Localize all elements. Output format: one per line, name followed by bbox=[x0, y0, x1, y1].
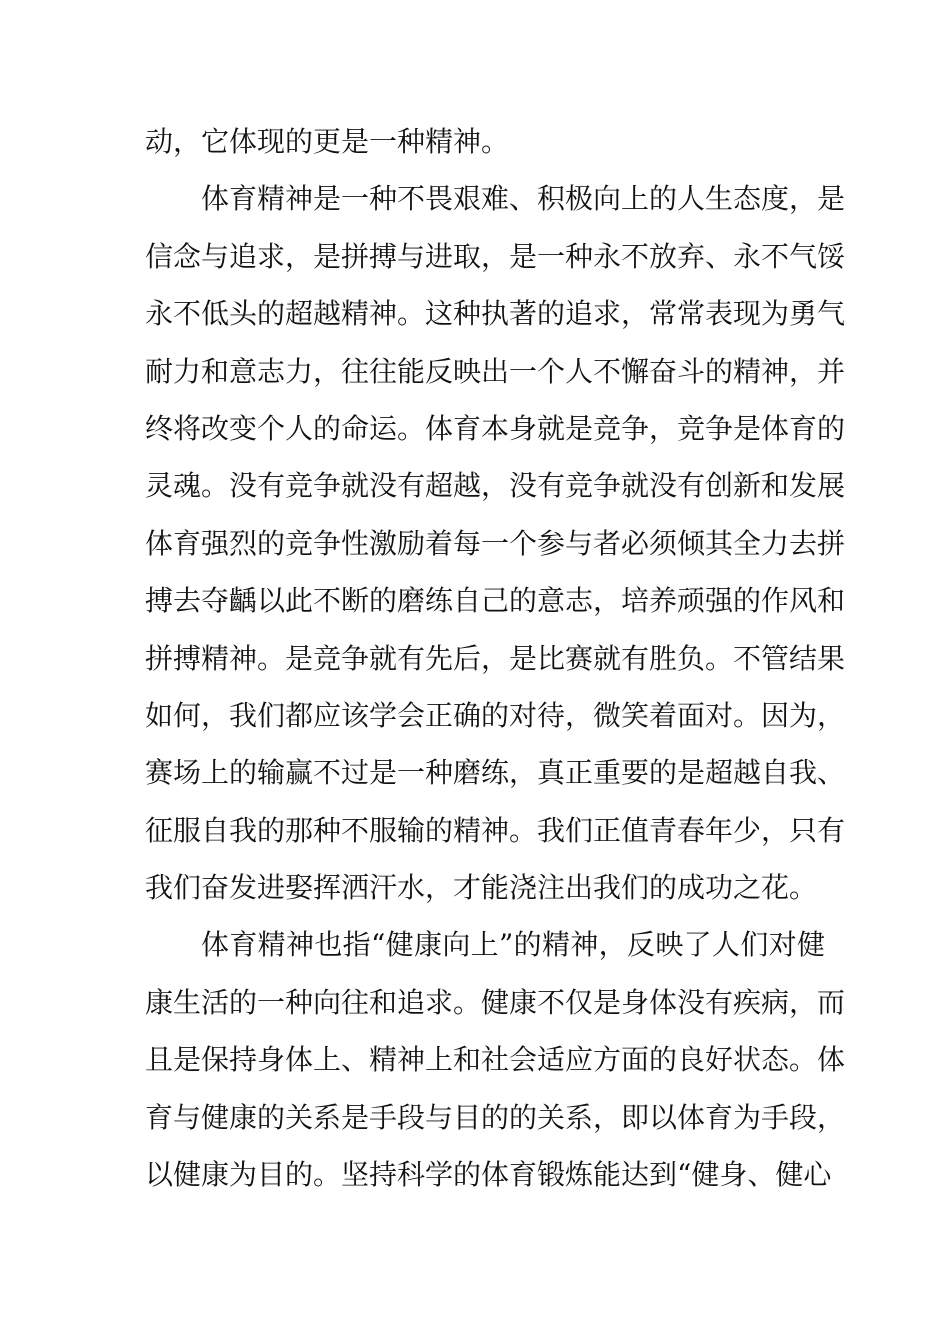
text-line: 动，它体现的更是一种精神。 bbox=[145, 125, 510, 158]
text-line: 征服自我的那种不服输的精神。我们正值青春年少，只有 bbox=[145, 813, 846, 847]
text-line: 终将改变个人的命运。体育本身就是竞争，竞争是体育的 bbox=[145, 411, 846, 445]
text-line: 永不低头的超越精神。这种执著的追求，常常表现为勇气 bbox=[145, 297, 846, 331]
text-line: 康生活的一种向往和追求。健康不仅是身体没有疾病，而 bbox=[145, 985, 846, 1019]
text-line: 拼搏精神。是竞争就有先后，是比赛就有胜负。不管结果 bbox=[145, 641, 846, 675]
text-line: 信念与追求，是拼搏与进取，是一种永不放弃、永不气馁 bbox=[145, 239, 846, 273]
text-line: 体育强烈的竞争性激励着每一个参与者必须倾其全力去拼 bbox=[145, 526, 846, 560]
paragraph-start-line: 体育精神也指“健康向上”的精神，反映了人们对健 bbox=[201, 928, 825, 962]
paragraph-start-line: 体育精神是一种不畏艰难、积极向上的人生态度，是 bbox=[201, 182, 846, 216]
text-line: 耐力和意志力，往往能反映出一个人不懈奋斗的精神，并 bbox=[145, 354, 846, 388]
text-line: 灵魂。没有竞争就没有超越，没有竞争就没有创新和发展 bbox=[145, 469, 846, 503]
text-line: 我们奋发进娶挥洒汗水，才能浇注出我们的成功之花。 bbox=[145, 871, 818, 905]
body-text bbox=[145, 113, 846, 1203]
text-line: 搏去夺齲以此不断的磨练自己的意志，培养顽强的作风和 bbox=[145, 584, 846, 618]
text-line: 育与健康的关系是手段与目的的关系，即以体育为手段， bbox=[145, 1100, 846, 1134]
text-line: 且是保持身体上、精神上和社会适应方面的良好状态。体 bbox=[145, 1043, 846, 1077]
text-line: 以健康为目的。坚持科学的体育锻炼能达到“健身、健心 bbox=[145, 1158, 832, 1192]
text-line: 赛场上的输赢不过是一种磨练，真正重要的是超越自我、 bbox=[145, 756, 846, 790]
text-line: 如何，我们都应该学会正确的对待，微笑着面对。因为， bbox=[145, 698, 846, 732]
